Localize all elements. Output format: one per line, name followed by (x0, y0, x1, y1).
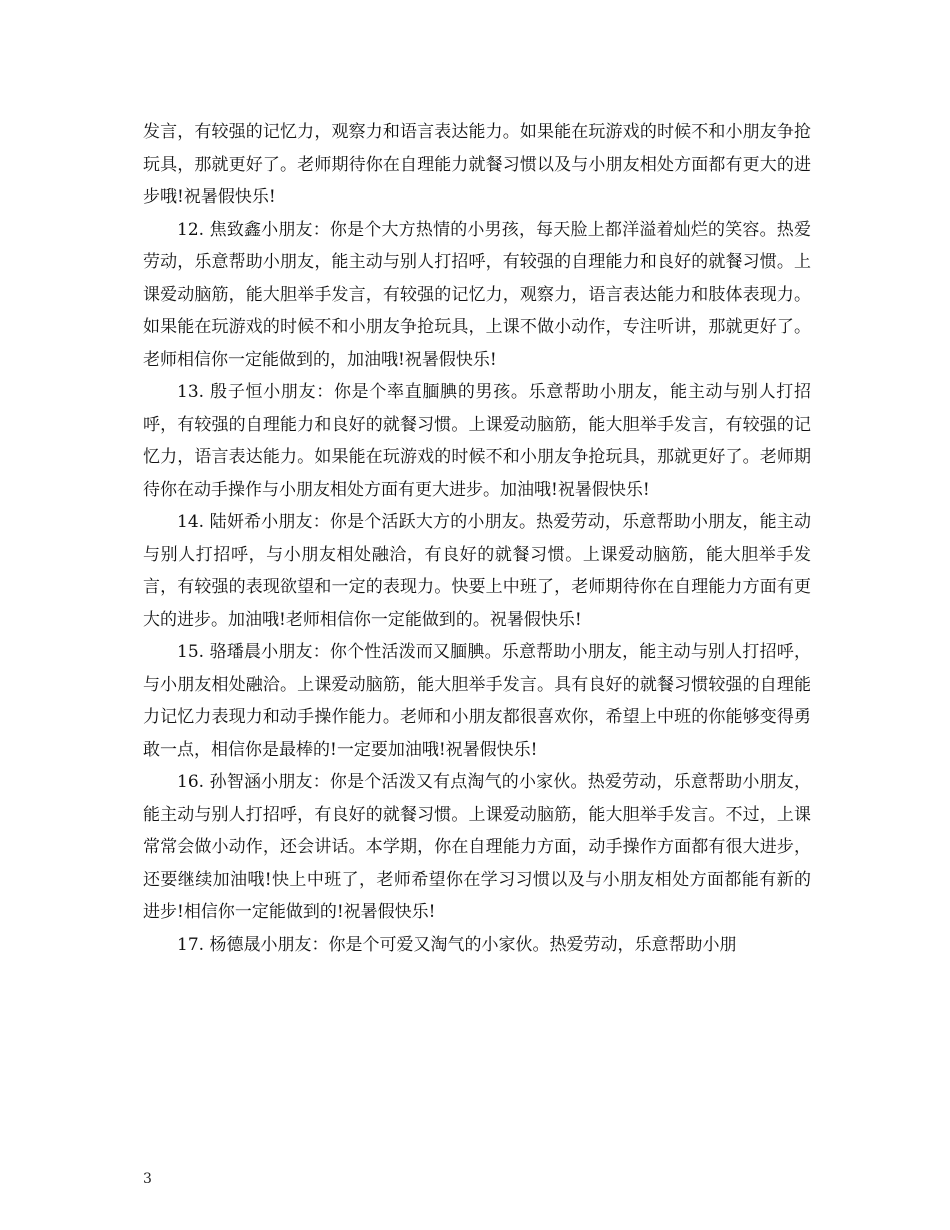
paragraph-continuation: 发言，有较强的记忆力，观察力和语言表达能力。如果能在玩游戏的时候不和小朋友争抢玩具，那就更好了。老师期待你在自理能力就餐习惯以及与小朋友相处方面都有更大的进步哦!祝暑假快乐! (143, 122, 811, 207)
paragraph-item-14: 14. 陆妍希小朋友：你是个活跃大方的小朋友。热爱劳动，乐意帮助小朋友，能主动与别人打招呼，与小朋友相处融洽，有良好的就餐习惯。上课爱动脑筋，能大胆举手发言，有较强的表现欲望和一定的表现力。快要上中班了，老师期待你在自理能力方面有更大的进步。加油哦!老师相信你一定能做到的。祝暑假快乐! (143, 512, 811, 630)
document-body (143, 116, 811, 961)
paragraph-item-15: 15. 骆璠晨小朋友：你个性活泼而又腼腆。乐意帮助小朋友，能主动与别人打招呼，与小朋友相处融洽。上课爱动脑筋，能大胆举手发言。具有良好的就餐习惯较强的自理能力记忆力表现力和动手操作能力。老师和小朋友都很喜欢你，希望上中班的你能够变得勇敢一点，相信你是最棒的!一定要加油哦!祝暑假快乐! (143, 642, 811, 760)
paragraph-item-16: 16. 孙智涵小朋友：你是个活泼又有点淘气的小家伙。热爱劳动，乐意帮助小朋友，能主动与别人打招呼，有良好的就餐习惯。上课爱动脑筋，能大胆举手发言。不过，上课常常会做小动作，还会讲话。本学期，你在自理能力方面，动手操作方面都有很大进步，还要继续加油哦!快上中班了，老师希望你在学习习惯以及与小朋友相处方面都能有新的进步!相信你一定能做到的!祝暑假快乐! (143, 772, 811, 922)
paragraph-item-12: 12. 焦致鑫小朋友：你是个大方热情的小男孩，每天脸上都洋溢着灿烂的笑容。热爱劳动，乐意帮助小朋友，能主动与别人打招呼，有较强的自理能力和良好的就餐习惯。上课爱动脑筋，能大胆举手发言，有较强的记忆力，观察力，语言表达能力和肢体表现力。如果能在玩游戏的时候不和小朋友争抢玩具，上课不做小动作，专注听讲，那就更好了。老师相信你一定能做到的，加油哦!祝暑假快乐! (143, 219, 811, 370)
paragraph-item-17: 17. 杨德晟小朋友：你是个可爱又淘气的小家伙。热爱劳动，乐意帮助小朋 (177, 934, 737, 955)
paragraph-item-13: 13. 殷子恒小朋友：你是个率直腼腆的男孩。乐意帮助小朋友，能主动与别人打招呼，有较强的自理能力和良好的就餐习惯。上课爱动脑筋，能大胆举手发言，有较强的记忆力，语言表达能力。如果能在玩游戏的时候不和小朋友争抢玩具，那就更好了。老师期待你在动手操作与小朋友相处方面有更大进步。加油哦!祝暑假快乐! (143, 382, 811, 500)
page-number: 3 (143, 1171, 152, 1187)
